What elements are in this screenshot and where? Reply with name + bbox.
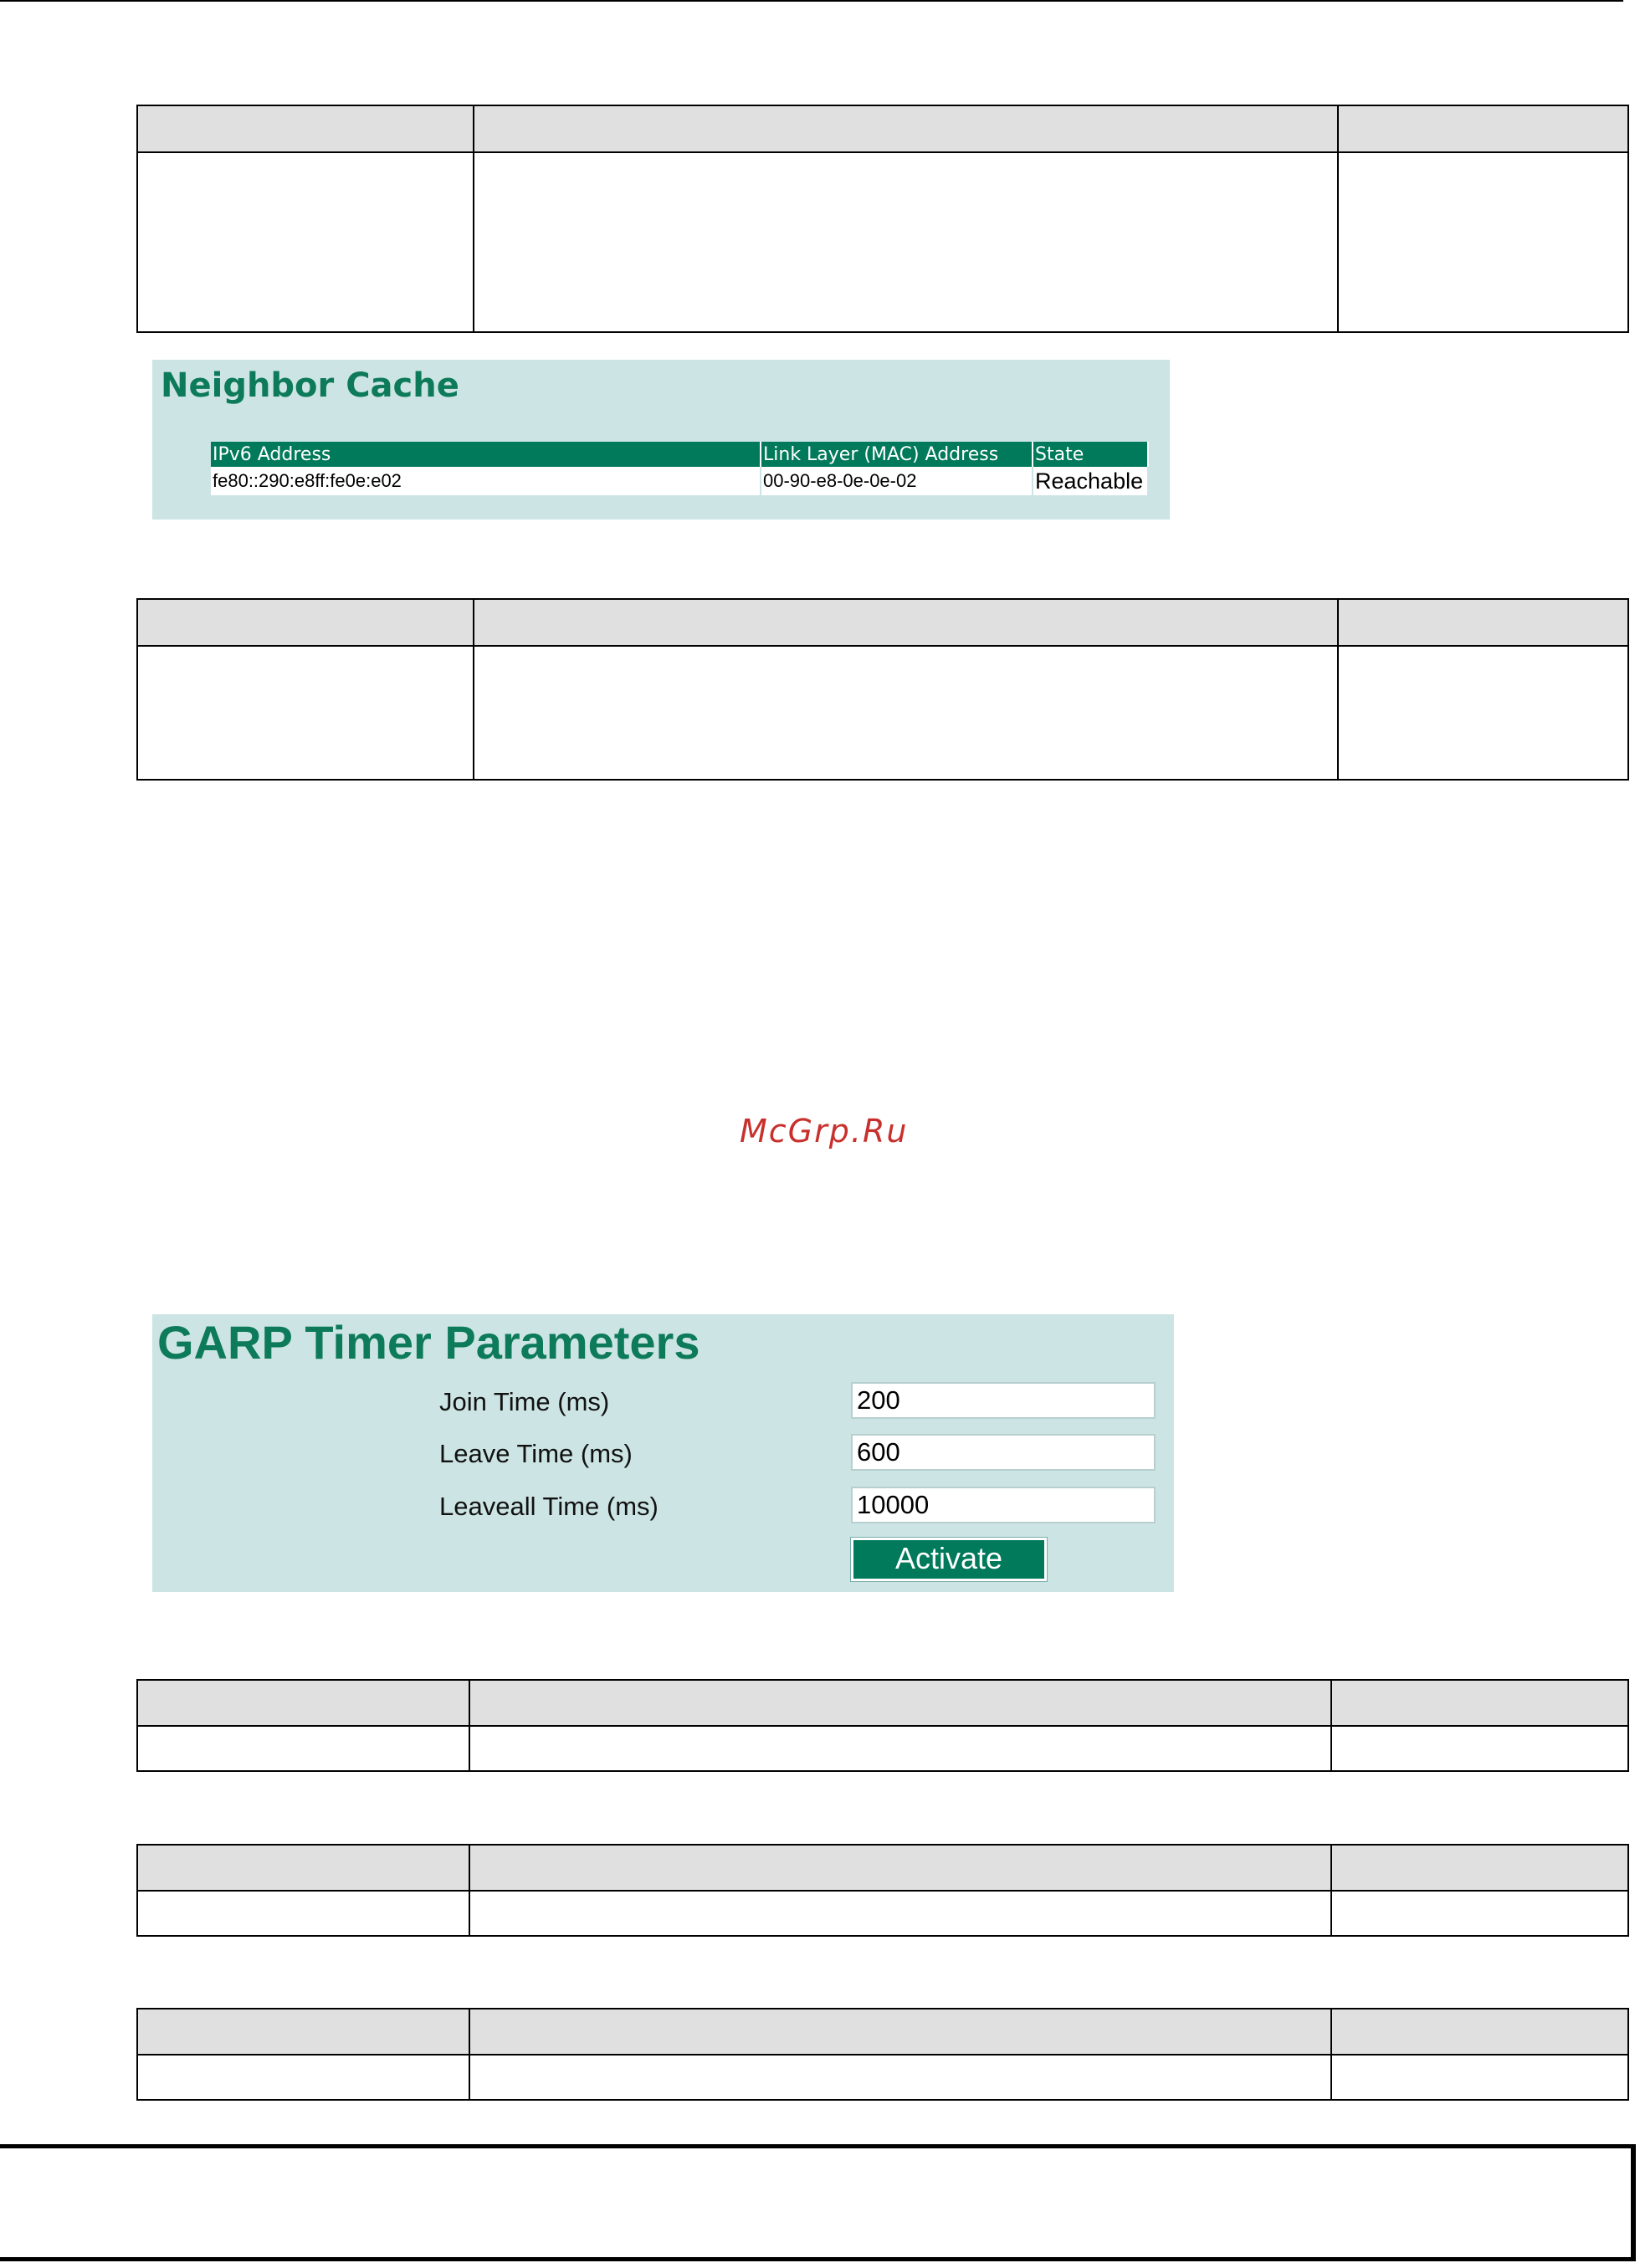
neighbor-cache-title: Neighbor Cache bbox=[161, 366, 459, 405]
leaveall-time-input[interactable] bbox=[851, 1487, 1156, 1523]
top-rule bbox=[0, 0, 1623, 2]
neighbor-cache-table bbox=[211, 442, 1149, 495]
join-time-input[interactable] bbox=[851, 1382, 1156, 1419]
garp-title: GARP Timer Parameters bbox=[157, 1316, 700, 1369]
column-header-state: State bbox=[1033, 442, 1148, 467]
column-header-ipv6: IPv6 Address bbox=[211, 442, 761, 467]
join-time-label: Join Time (ms) bbox=[439, 1387, 610, 1416]
cell-ipv6: fe80::290:e8ff:fe0e:e02 bbox=[211, 467, 761, 495]
column-header-mac: Link Layer (MAC) Address bbox=[761, 442, 1033, 467]
leave-time-label: Leave Time (ms) bbox=[439, 1439, 633, 1468]
table-row bbox=[211, 467, 1148, 495]
activate-button[interactable]: Activate bbox=[851, 1538, 1047, 1581]
spec-table-2 bbox=[136, 598, 1629, 781]
watermark-text: McGrp.Ru bbox=[740, 1113, 909, 1149]
leave-time-input[interactable] bbox=[851, 1434, 1156, 1471]
spec-table-4 bbox=[136, 1844, 1629, 1937]
spec-table-1 bbox=[136, 105, 1629, 333]
neighbor-cache-header-row bbox=[211, 442, 1148, 467]
leaveall-time-label: Leaveall Time (ms) bbox=[439, 1492, 659, 1521]
footer-frame bbox=[0, 2144, 1636, 2261]
spec-table-3 bbox=[136, 1679, 1629, 1772]
cell-state: Reachable bbox=[1033, 467, 1148, 495]
spec-table-5 bbox=[136, 2008, 1629, 2101]
cell-mac: 00-90-e8-0e-0e-02 bbox=[761, 467, 1033, 495]
